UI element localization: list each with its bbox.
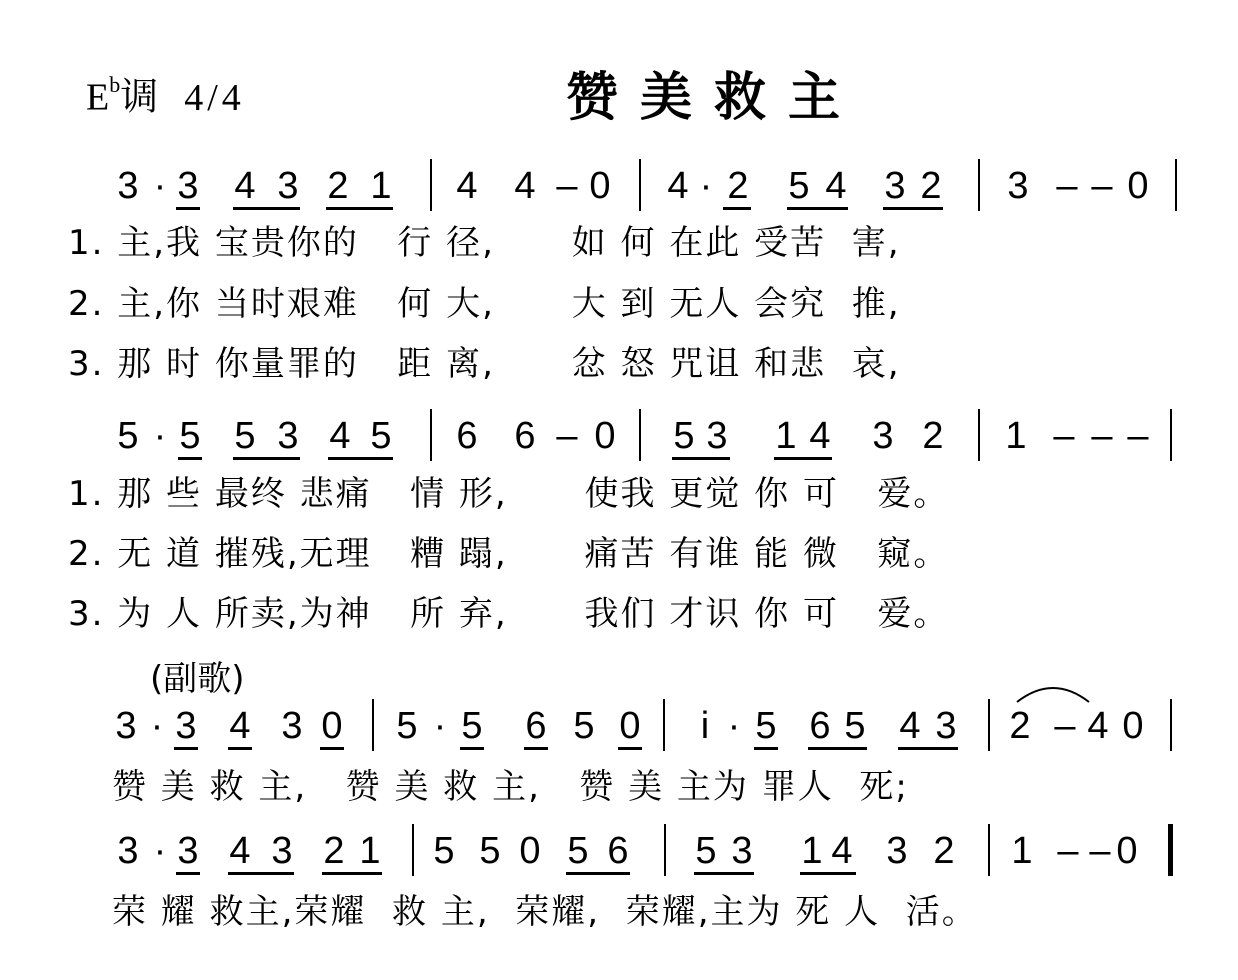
system1-note: 3: [177, 165, 199, 207]
system2-note: –: [1091, 415, 1113, 457]
system1-note: –: [556, 165, 578, 207]
lyric-s2-v2: 2. 无 道 摧残,无理 糟 蹋, 痛苦 有谁 能 微 窥。: [68, 534, 950, 574]
system1-beam: [233, 207, 300, 210]
system4-note: 1: [801, 830, 823, 872]
system3-barline: [372, 699, 374, 751]
system3-beam: [460, 747, 484, 750]
system1-barline: [978, 159, 980, 211]
system4-beam: [322, 872, 382, 875]
system4-beam: [566, 872, 630, 875]
lyric-s2-v1: 1. 那 些 最终 悲痛 情 形, 使我 更觉 你 可 爱。: [68, 474, 950, 514]
system3-beam: [754, 747, 778, 750]
system2-note: 3: [277, 415, 299, 457]
lyric-s1-v2: 2. 主,你 当时艰难 何 大, 大 到 无人 会究 推,: [68, 284, 901, 324]
system4-note: 5: [567, 830, 589, 872]
system1-beam: [787, 207, 848, 210]
system4-beam: [800, 872, 856, 875]
system3-note: 3: [281, 705, 303, 747]
system1-note: ·: [153, 165, 167, 207]
system1-note: –: [1091, 165, 1113, 207]
system1-beam: [723, 207, 751, 210]
system1-note: 1: [370, 165, 392, 207]
system4-barline: [412, 824, 414, 876]
lyric-s2-v3: 3. 为 人 所卖,为神 所 弃, 我们 才识 你 可 爱。: [68, 594, 950, 634]
system4-note: 4: [831, 830, 853, 872]
system1-note: 4: [825, 165, 847, 207]
system4-barline: [664, 824, 666, 876]
system2-barline: [639, 409, 641, 461]
system3-note: 5: [844, 705, 866, 747]
system2-beam: [233, 457, 300, 460]
system3-note: 6: [525, 705, 547, 747]
system3-beam: [320, 747, 344, 750]
system3-beam: [618, 747, 642, 750]
system4-final-barline: [1168, 824, 1173, 876]
system1-note: 3: [117, 165, 139, 207]
time-signature: 4/4: [184, 76, 245, 119]
system2-note: 2: [922, 415, 944, 457]
system1-beam: [883, 207, 943, 210]
system4-note: 6: [607, 830, 629, 872]
system1-note: 3: [884, 165, 906, 207]
system3-note: 6: [809, 705, 831, 747]
system4-beam: [694, 872, 754, 875]
system1-note: 0: [589, 165, 611, 207]
system4-note: 3: [117, 830, 139, 872]
system1-note: –: [1056, 165, 1078, 207]
system3-note: 3: [935, 705, 957, 747]
song-title: 赞美救主: [566, 68, 863, 128]
system1-note: 3: [1007, 165, 1029, 207]
system3-note: i: [700, 705, 710, 747]
system3-note: 2: [1009, 705, 1031, 747]
system3-note: 5: [755, 705, 777, 747]
system1-note: 4: [514, 165, 536, 207]
system1-note: 5: [788, 165, 810, 207]
system2-note: ·: [153, 415, 167, 457]
system2-note: –: [1127, 415, 1149, 457]
system4-note: ·: [153, 830, 167, 872]
system3-note: 0: [619, 705, 641, 747]
system3-beam: [524, 747, 548, 750]
system1-note: ·: [699, 165, 713, 207]
key-suffix: 调: [120, 76, 159, 119]
system1-barline: [639, 159, 641, 211]
system2-note: 4: [809, 415, 831, 457]
system3-note: 5: [396, 705, 418, 747]
system3-beam: [228, 747, 252, 750]
system3-note: 5: [461, 705, 483, 747]
system2-beam: [774, 457, 832, 460]
lyric-s4: 荣 耀 救主,荣耀 救 主, 荣耀, 荣耀,主为 死 人 活。: [112, 892, 978, 932]
system2-note: 1: [775, 415, 797, 457]
system3-note: 3: [115, 705, 137, 747]
system4-note: 2: [933, 830, 955, 872]
system4-beam: [228, 872, 294, 875]
system4-note: 3: [886, 830, 908, 872]
system1-note: 4: [667, 165, 689, 207]
system3-note: 5: [573, 705, 595, 747]
system4-beam: [176, 872, 200, 875]
system3-note: ·: [150, 705, 164, 747]
system1-note: 0: [1127, 165, 1149, 207]
system4-note: 3: [731, 830, 753, 872]
system2-note: –: [1053, 415, 1075, 457]
system3-note: –: [1054, 705, 1076, 747]
system2-note: 6: [514, 415, 536, 457]
system4-note: 5: [695, 830, 717, 872]
system2-note: 4: [329, 415, 351, 457]
system4-note: 4: [229, 830, 251, 872]
system4-note: 3: [271, 830, 293, 872]
system2-barline: [1170, 409, 1172, 461]
system2-note: 5: [234, 415, 256, 457]
system2-note: 5: [673, 415, 695, 457]
system1-note: 3: [277, 165, 299, 207]
system2-barline: [430, 409, 432, 461]
lyric-s3: 赞 美 救 主, 赞 美 救 主, 赞 美 主为 罪人 死;: [112, 767, 909, 807]
system3-barline: [1170, 699, 1172, 751]
slur-mark: [1013, 680, 1093, 704]
chorus-label: (副歌): [150, 659, 245, 699]
system1-barline: [430, 159, 432, 211]
system3-barline: [663, 699, 665, 751]
system4-note: 0: [1116, 830, 1138, 872]
system2-note: 5: [179, 415, 201, 457]
system3-beam: [898, 747, 958, 750]
system1-beam: [176, 207, 200, 210]
system3-note: ·: [727, 705, 741, 747]
system2-beam: [672, 457, 730, 460]
system3-note: ·: [433, 705, 447, 747]
system3-note: 4: [1087, 705, 1109, 747]
system4-note: 5: [479, 830, 501, 872]
system2-note: 5: [117, 415, 139, 457]
system3-note: 4: [899, 705, 921, 747]
system4-note: 3: [177, 830, 199, 872]
system3-note: 0: [1122, 705, 1144, 747]
system4-note: –: [1057, 830, 1079, 872]
system4-barline: [988, 824, 990, 876]
system4-note: 5: [433, 830, 455, 872]
system1-barline: [1175, 159, 1177, 211]
system2-note: 3: [872, 415, 894, 457]
system2-note: –: [556, 415, 578, 457]
system4-note: 2: [323, 830, 345, 872]
lyric-s1-v3: 3. 那 时 你量罪的 距 离, 忿 怒 咒诅 和悲 哀,: [68, 344, 901, 384]
lyric-s1-v1: 1. 主,我 宝贵你的 行 径, 如 何 在此 受苦 害,: [68, 223, 901, 263]
system2-barline: [978, 409, 980, 461]
key-flat: b: [109, 72, 121, 97]
system2-note: 5: [370, 415, 392, 457]
system3-note: 3: [175, 705, 197, 747]
system2-note: 1: [1005, 415, 1027, 457]
system1-note: 2: [327, 165, 349, 207]
system1-beam: [326, 207, 393, 210]
system1-note: 2: [727, 165, 749, 207]
system1-note: 2: [920, 165, 942, 207]
system3-note: 0: [321, 705, 343, 747]
system3-beam: [174, 747, 198, 750]
system2-beam: [178, 457, 202, 460]
system4-note: 0: [519, 830, 541, 872]
system2-note: 3: [706, 415, 728, 457]
system4-note: 1: [359, 830, 381, 872]
system2-beam: [328, 457, 393, 460]
system3-note: 4: [229, 705, 251, 747]
system3-barline: [988, 699, 990, 751]
system3-beam: [808, 747, 867, 750]
key-letter: E: [86, 76, 110, 119]
system4-note: –: [1089, 830, 1111, 872]
system2-note: 6: [456, 415, 478, 457]
system4-note: 1: [1011, 830, 1033, 872]
system1-note: 4: [456, 165, 478, 207]
system1-note: 4: [234, 165, 256, 207]
system2-note: 0: [594, 415, 616, 457]
